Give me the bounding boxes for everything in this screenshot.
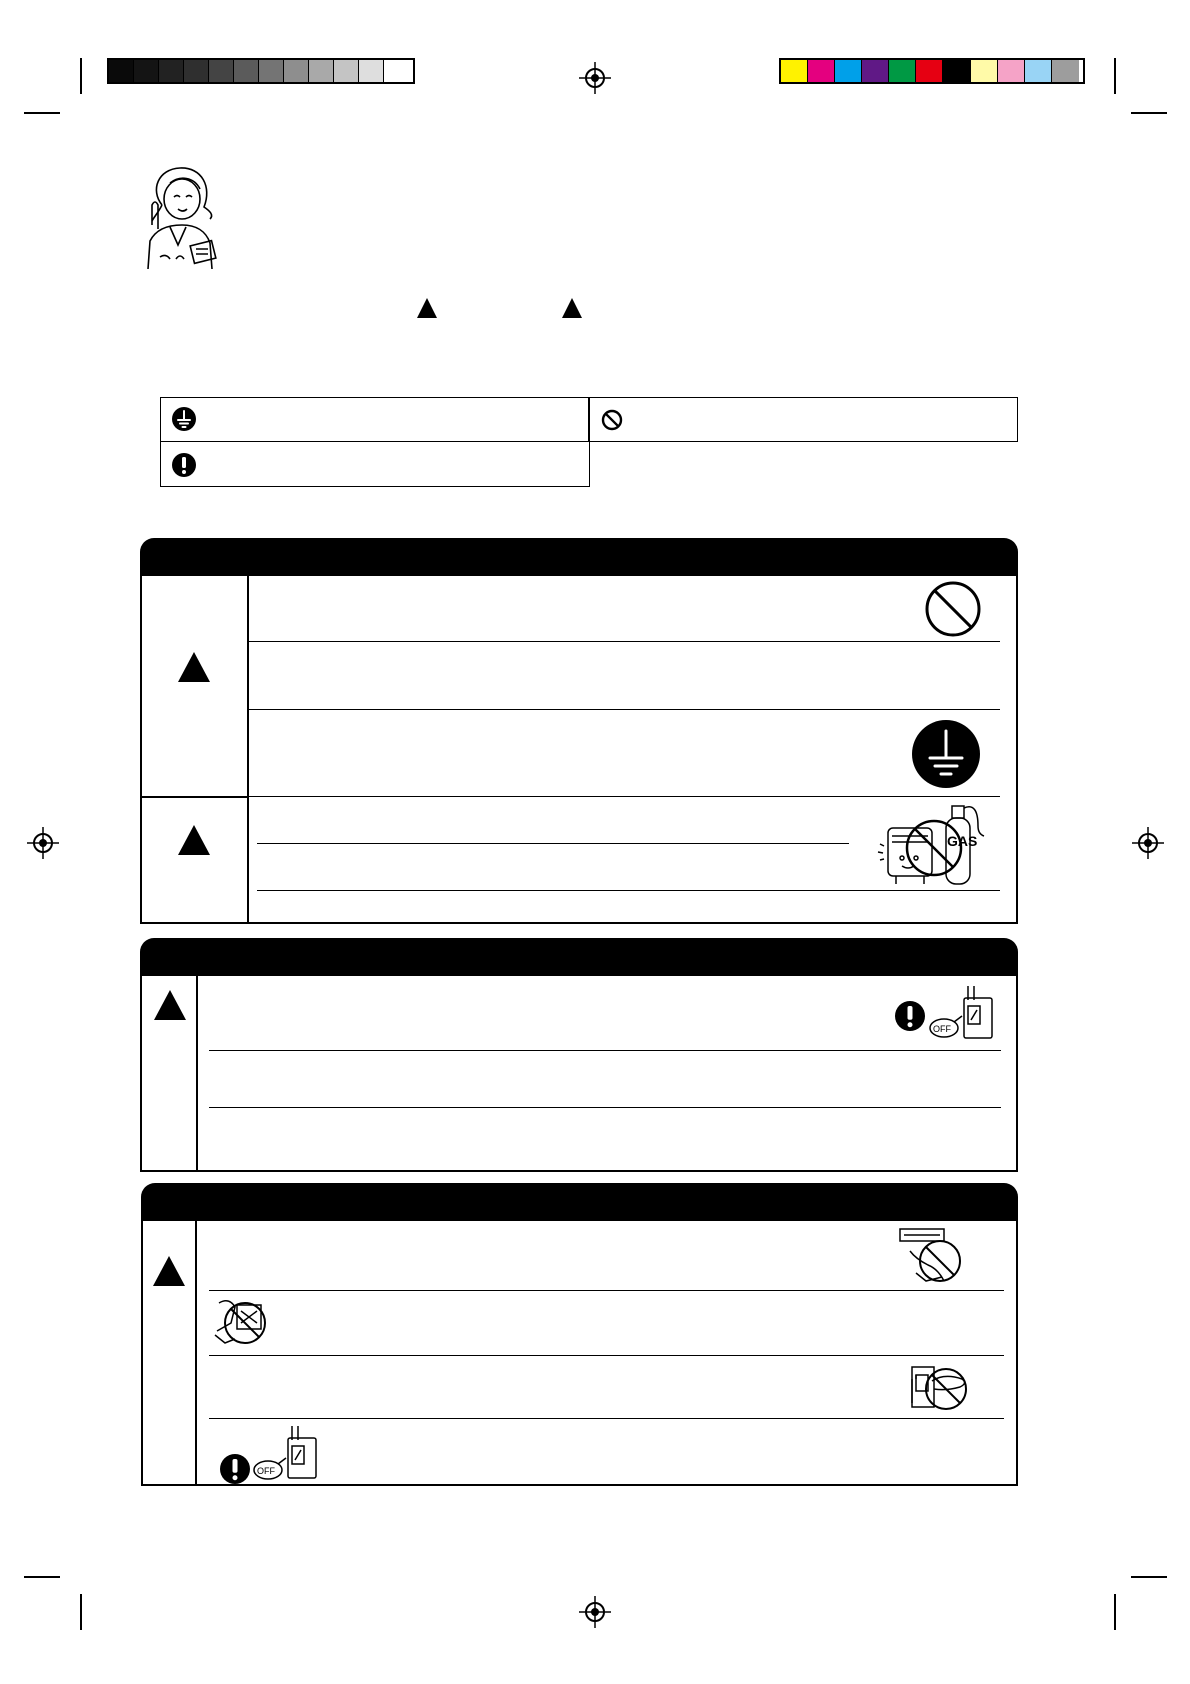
warning-triangle-icon [178, 825, 210, 855]
crop-mark [24, 112, 60, 114]
color-swatch [1025, 60, 1052, 82]
exclamation-mandatory-icon [220, 1454, 250, 1484]
exclamation-mandatory-icon [172, 453, 196, 477]
section-2-column-divider [196, 974, 198, 1172]
warning-icon-inline [417, 298, 437, 318]
prohibition-icon-large [924, 580, 982, 638]
color-swatch [835, 60, 862, 82]
section-2-divider [209, 1050, 1001, 1051]
crop-mark [1131, 1576, 1167, 1578]
exclamation-mandatory-icon [895, 1001, 925, 1031]
crop-mark [1131, 112, 1167, 114]
crop-mark [80, 58, 82, 94]
crop-mark [24, 1576, 60, 1578]
section-3-divider [209, 1418, 1004, 1419]
color-swatch [916, 60, 943, 82]
section-3-column-divider [195, 1219, 197, 1486]
color-swatch [134, 60, 159, 82]
color-swatch [998, 60, 1025, 82]
section-3-divider [209, 1355, 1004, 1356]
color-swatch [109, 60, 134, 82]
section-2-header-bar [140, 938, 1018, 976]
registration-target-right [1132, 827, 1164, 859]
color-swatch [159, 60, 184, 82]
section-1-divider [140, 796, 248, 798]
wet-hands-prohibited-illustration [908, 1361, 976, 1417]
warning-triangle-icon [178, 652, 210, 682]
section-2-box [140, 974, 1018, 1172]
crop-mark [1114, 1594, 1116, 1630]
color-swatch [234, 60, 259, 82]
gas-label: GAS [947, 833, 978, 849]
gas-cylinder-illustration [874, 800, 994, 890]
color-swatch [334, 60, 359, 82]
registration-target-top [579, 62, 611, 94]
section-2-divider [209, 1107, 1001, 1108]
section-1-column-divider [247, 574, 249, 924]
warning-icon-inline [562, 298, 582, 318]
color-swatch [384, 60, 409, 82]
color-swatch [781, 60, 808, 82]
section-3-header-bar [141, 1183, 1018, 1221]
section-1-divider [248, 709, 1000, 710]
mascot-illustration [140, 165, 230, 270]
off-label: OFF [933, 1024, 951, 1034]
earth-ground-icon [172, 407, 196, 431]
legend-divider [160, 441, 590, 442]
color-swatch [862, 60, 889, 82]
section-3-divider [209, 1290, 1004, 1291]
crop-mark [1114, 58, 1116, 94]
registration-target-left [27, 827, 59, 859]
color-swatch [184, 60, 209, 82]
crop-mark [80, 1594, 82, 1630]
color-swatch [971, 60, 998, 82]
warning-triangle-icon [154, 990, 186, 1020]
breaker-off-illustration [252, 1424, 320, 1482]
color-swatch [889, 60, 916, 82]
color-swatch [1052, 60, 1079, 82]
off-label: OFF [257, 1466, 275, 1476]
color-swatch [209, 60, 234, 82]
section-1-divider [257, 890, 1000, 891]
unit-touch-prohibited-illustration [209, 1295, 287, 1353]
breaker-off-illustration [928, 984, 996, 1042]
section-1-divider [248, 796, 1000, 797]
color-swatch [309, 60, 334, 82]
symbol-legend-cell-prohibit [588, 397, 1018, 442]
color-swatch [808, 60, 835, 82]
symbol-legend [160, 397, 590, 487]
section-1-divider [257, 843, 849, 844]
color-swatch [259, 60, 284, 82]
indoor-unit-prohibited-illustration [896, 1225, 972, 1287]
section-1-header-bar [140, 538, 1018, 576]
grayscale-bar [107, 58, 415, 84]
earth-ground-icon-large [911, 719, 981, 789]
color-swatch [943, 60, 970, 82]
warning-triangle-icon [153, 1256, 185, 1286]
color-swatch [284, 60, 309, 82]
color-bar [779, 58, 1085, 84]
registration-target-bottom [579, 1596, 611, 1628]
prohibition-icon [601, 409, 623, 431]
color-swatch [359, 60, 384, 82]
section-1-divider [248, 641, 1000, 642]
